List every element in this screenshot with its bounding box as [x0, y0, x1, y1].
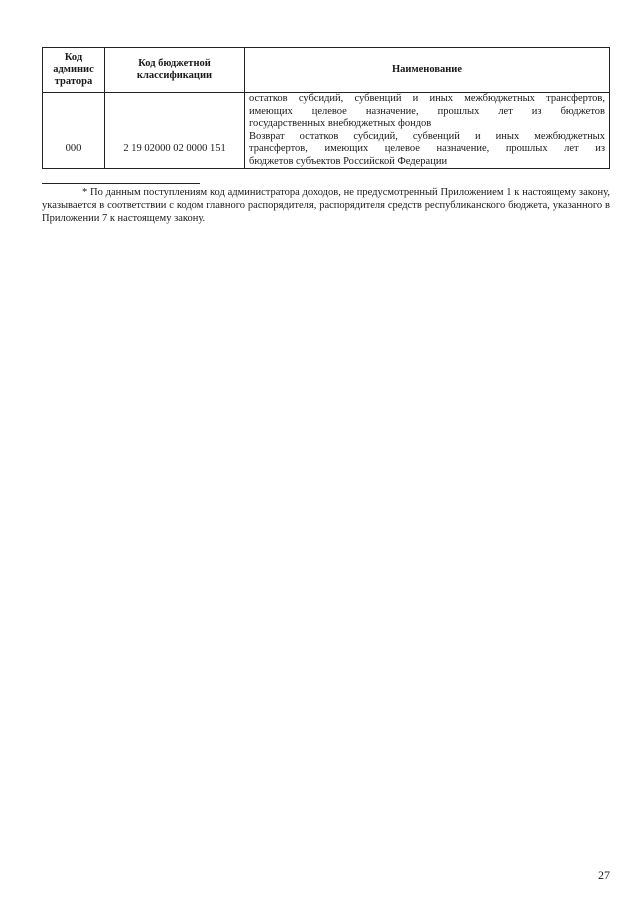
name-line: трансфертов, имеющих целевое назначение, прошлых лет из	[249, 143, 605, 154]
header-admin-code-line: админис	[53, 64, 94, 75]
header-admin-code-line: Код	[64, 52, 83, 63]
header-budget-code-line: Код бюджетной	[138, 58, 211, 69]
name-line: бюджетов субъектов Российской Федерации	[249, 155, 448, 167]
page-number: 27	[598, 868, 610, 882]
name-line: остатков субсидий, субвенций и иных межбюджетных трансфертов,	[249, 93, 605, 104]
admin-code-cell	[43, 93, 105, 131]
budget-code-cell: 2 19 02000 02 0000 151	[105, 131, 245, 169]
name-cell	[245, 131, 610, 169]
header-name: Наименование	[245, 48, 610, 93]
name-line: государственных внебюджетных фондов	[249, 118, 432, 129]
name-cell	[245, 93, 610, 131]
name-line: Возврат остатков субсидий, субвенций и иных межбюджетных	[249, 130, 605, 142]
header-admin-code-line: тратора	[54, 76, 93, 87]
header-budget-code-line: классификации	[136, 70, 213, 81]
footnote-separator	[42, 183, 200, 184]
budget-classification-table	[42, 47, 610, 169]
budget-code-cell	[105, 93, 245, 131]
name-line: имеющих целевое назначение, прошлых лет из бюджетов	[249, 105, 605, 117]
table-row	[43, 93, 610, 131]
header-budget-code	[105, 48, 245, 93]
footnote-text: * По данным поступлениям код администратора доходов, не предусмотренный Приложением 1 к настоящему закону, указывается в соответствии с кодом главного распорядителя, распорядителя средств республиканского бюджета, указанного в Приложении 7 к настоящему закону.	[42, 187, 610, 224]
admin-code-cell: 000	[43, 131, 105, 169]
table-header-row	[43, 48, 610, 93]
header-admin-code	[43, 48, 105, 93]
table-row	[43, 131, 610, 169]
